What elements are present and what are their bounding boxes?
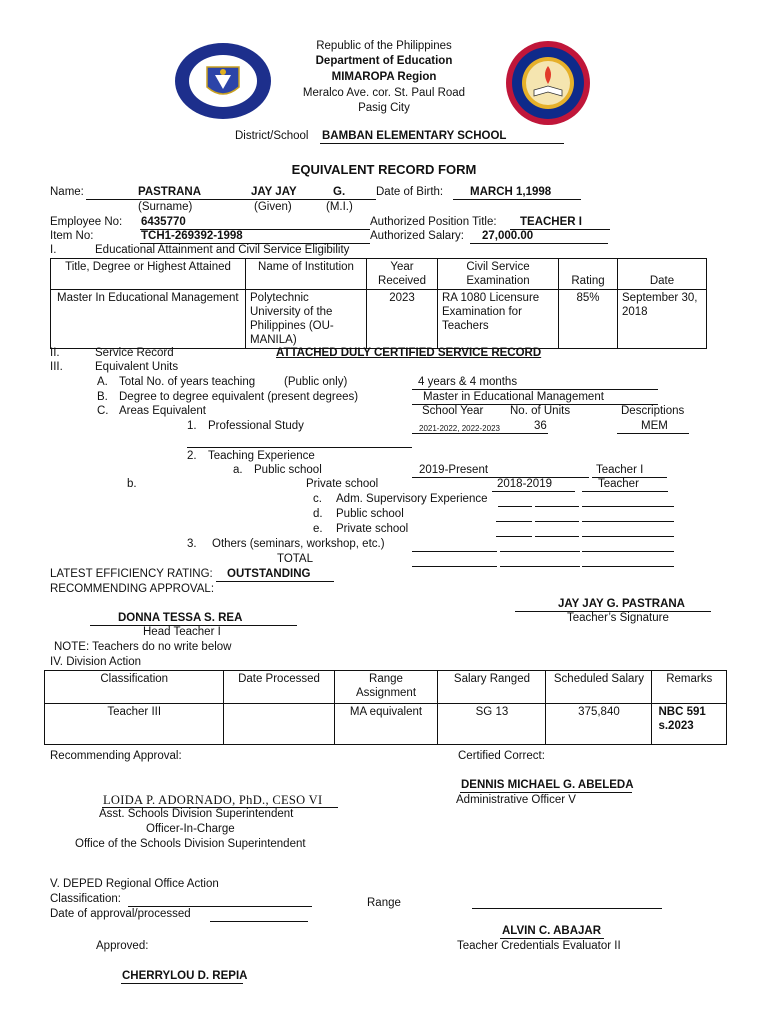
- exam-cell: RA 1080 Licensure Examination for Teachers: [438, 290, 559, 349]
- middle-initial: G.: [333, 186, 346, 198]
- private-desc: Teacher: [598, 478, 639, 490]
- private-year: 2018-2019: [497, 478, 552, 490]
- e-label: Private school: [336, 523, 409, 535]
- efficiency-label: LATEST EFFICIENCY RATING:: [50, 568, 213, 580]
- c-letter: c.: [313, 493, 322, 505]
- item-c-text: Areas Equivalent: [119, 405, 206, 417]
- col-header: Date: [618, 259, 707, 290]
- col-header: Name of Institution: [246, 259, 367, 290]
- prof-label: Professional Study: [208, 420, 304, 432]
- rating-cell: 85%: [559, 290, 618, 349]
- others-num: 3.: [187, 538, 197, 550]
- mi-caption: (M.I.): [326, 201, 353, 213]
- asds-name: LOIDA P. ADORNADO, PhD., CESO VI: [103, 793, 323, 807]
- item-no: TCH1-269392-1998: [141, 230, 243, 242]
- education-table: [50, 258, 707, 349]
- e-letter: e.: [313, 523, 323, 535]
- note: NOTE: Teachers do no write below: [54, 641, 232, 653]
- prof-num: 1.: [187, 420, 197, 432]
- dob-value: MARCH 1,1998: [470, 186, 552, 198]
- col-header: Classification: [45, 671, 224, 704]
- item-c-letter: C.: [97, 405, 109, 417]
- head-teacher-name: DONNA TESSA S. REA: [118, 612, 243, 624]
- others-label: Others (seminars, workshop, etc.): [212, 538, 385, 550]
- date-cell: September 30, 2018: [618, 290, 707, 349]
- col-header: Civil Service Examination: [438, 259, 559, 290]
- item-b-text: Degree to degree equivalent (present degrees): [119, 391, 359, 403]
- table-row: [45, 704, 727, 745]
- education-table-header: [51, 259, 707, 290]
- approved-label: Approved:: [96, 940, 149, 952]
- col-header: Year Received: [367, 259, 438, 290]
- item-a-note: (Public only): [284, 376, 348, 388]
- section1-title: Educational Attainment and Civil Service Eligibility: [95, 244, 350, 256]
- classification-label: Classification:: [50, 893, 121, 905]
- position-value: TEACHER I: [520, 216, 582, 228]
- dob-label: Date of Birth:: [376, 186, 444, 198]
- form-title: EQUIVALENT RECORD FORM: [291, 162, 477, 177]
- degree-equivalent-value: Master in Educational Management: [423, 391, 604, 403]
- header-department: Department of Education: [315, 55, 453, 67]
- teach-num: 2.: [187, 450, 197, 462]
- col-school-year: School Year: [422, 405, 484, 417]
- item-b-letter: B.: [97, 391, 108, 403]
- adm-label: Adm. Supervisory Experience: [336, 493, 488, 505]
- col-units: No. of Units: [510, 405, 571, 417]
- table-row: [51, 290, 707, 349]
- degree-cell: Master In Educational Management: [51, 290, 246, 349]
- teach-label: Teaching Experience: [208, 450, 315, 462]
- admin-title: Administrative Officer V: [456, 794, 576, 806]
- col-header: Title, Degree or Highest Attained: [51, 259, 246, 290]
- division-action-table: [44, 670, 727, 745]
- section3-numeral: III.: [50, 361, 63, 373]
- d-label: Public school: [336, 508, 404, 520]
- header-republic: Republic of the Philippines: [316, 40, 452, 52]
- teacher-signature-label: Teacher’s Signature: [567, 612, 669, 624]
- col-header: Rating: [559, 259, 618, 290]
- institution-cell: Polytechnic University of the Philippines (OU-MANILA): [246, 290, 367, 349]
- surname-caption: (Surname): [138, 201, 193, 213]
- name-label: Name:: [50, 186, 84, 198]
- range-label: Range: [367, 897, 401, 909]
- salary-range-cell: SG 13: [438, 704, 546, 745]
- asds-title-3: Office of the Schools Division Superintendent: [75, 838, 306, 850]
- item-no-label: Item No:: [50, 230, 94, 242]
- col-header: Salary Ranged: [438, 671, 546, 704]
- header-region: MIMAROPA Region: [331, 71, 437, 83]
- year-cell: 2023: [367, 290, 438, 349]
- prof-year: 2021-2022, 2022-2023: [419, 424, 500, 433]
- service-record-value: ATTACHED DULY CERTIFIED SERVICE RECORD: [276, 347, 542, 359]
- salary-value: 27,000.00: [482, 230, 534, 242]
- recommending-label: Recommending Approval:: [50, 750, 182, 762]
- district-value: BAMBAN ELEMENTARY SCHOOL: [322, 130, 507, 142]
- item-a-letter: A.: [97, 376, 108, 388]
- item-a-text: Total No. of years teaching: [119, 376, 256, 388]
- d-letter: d.: [313, 508, 323, 520]
- salary-label: Authorized Salary:: [370, 230, 464, 242]
- approver-name: CHERRYLOU D. REPIA: [122, 970, 248, 982]
- col-header: Remarks: [652, 671, 727, 704]
- section3-label: Equivalent Units: [95, 361, 179, 373]
- given-caption: (Given): [254, 201, 292, 213]
- col-header: Scheduled Salary: [546, 671, 652, 704]
- head-teacher-title: Head Teacher I: [143, 626, 221, 638]
- total-label: TOTAL: [277, 553, 313, 565]
- public-label: Public school: [254, 464, 322, 476]
- certified-label: Certified Correct:: [458, 750, 545, 762]
- prof-desc: MEM: [641, 420, 668, 432]
- asds-title-2: Officer-In-Charge: [146, 823, 235, 835]
- public-desc: Teacher I: [596, 464, 644, 476]
- efficiency-value: OUTSTANDING: [227, 568, 311, 580]
- given-name: JAY JAY: [251, 186, 297, 198]
- asds-title-1: Asst. Schools Division Superintendent: [99, 808, 294, 820]
- private-label: Private school: [306, 478, 379, 490]
- years-teaching-value: 4 years & 4 months: [418, 376, 518, 388]
- range-cell: MA equivalent: [334, 704, 438, 745]
- date-approval-label: Date of approval/processed: [50, 908, 191, 920]
- section4-title: IV. Division Action: [50, 656, 141, 668]
- admin-name: DENNIS MICHAEL G. ABELEDA: [461, 779, 634, 791]
- district-label: District/School: [235, 130, 309, 142]
- col-header: Date Processed: [224, 671, 334, 704]
- scheduled-salary-cell: 375,840: [546, 704, 652, 745]
- remarks-cell: NBC 591 s.2023: [652, 704, 727, 745]
- position-label: Authorized Position Title:: [370, 216, 497, 228]
- section2-label: Service Record: [95, 347, 174, 359]
- evaluator-name: ALVIN C. ABAJAR: [502, 925, 602, 937]
- evaluator-title: Teacher Credentials Evaluator II: [457, 940, 621, 952]
- section1-numeral: I.: [50, 244, 57, 256]
- surname: PASTRANA: [138, 186, 202, 198]
- classification-cell: Teacher III: [45, 704, 224, 745]
- employee-no: 6435770: [141, 216, 186, 228]
- recommending-approval: RECOMMENDING APPROVAL:: [50, 583, 215, 595]
- date-processed-cell: [224, 704, 334, 745]
- col-header: Range Assignment: [334, 671, 438, 704]
- division-table-header: [45, 671, 727, 704]
- public-letter: a.: [233, 464, 243, 476]
- section5-title: V. DEPED Regional Office Action: [50, 878, 219, 890]
- employee-no-label: Employee No:: [50, 216, 123, 228]
- header-address2: Pasig City: [358, 102, 410, 114]
- teacher-name: JAY JAY G. PASTRANA: [558, 598, 685, 610]
- b-letter: b.: [127, 478, 137, 490]
- public-year: 2019-Present: [419, 464, 489, 476]
- col-descriptions: Descriptions: [621, 405, 685, 417]
- section2-numeral: II.: [50, 347, 60, 359]
- header-address1: Meralco Ave. cor. St. Paul Road: [302, 87, 466, 99]
- prof-units: 36: [534, 420, 547, 432]
